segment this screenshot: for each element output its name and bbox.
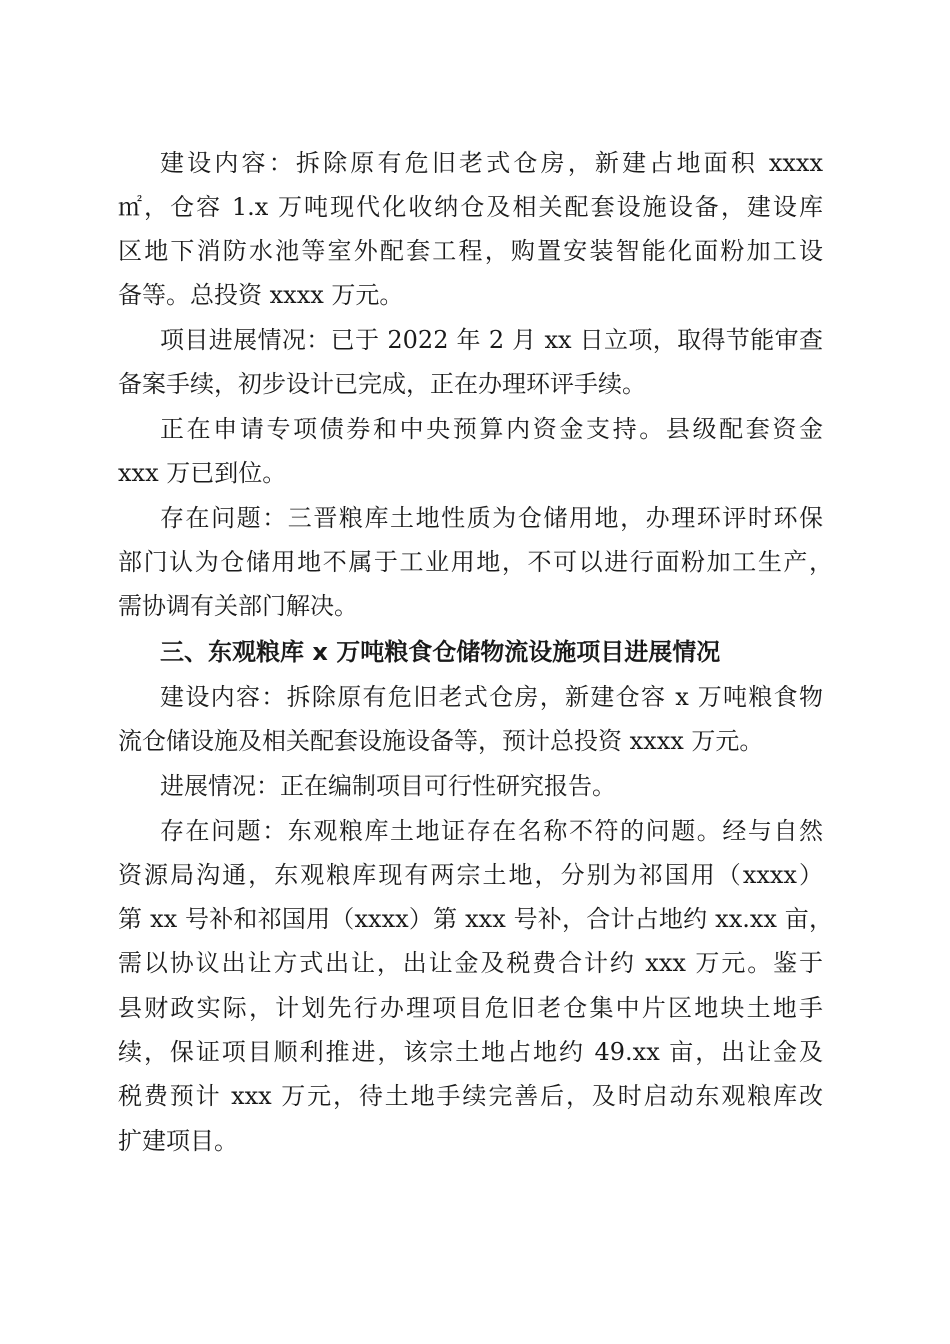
paragraph-6-line-1: 进展情况：正在编制项目可行性研究报告。 (160, 772, 616, 800)
paragraph-2-line-2: 备案手续，初步设计已完成，正在办理环评手续。 (118, 370, 646, 398)
paragraph-4-line-1: 存在问题：三晋粮库土地性质为仓储用地，办理环评时环保 (160, 504, 823, 532)
paragraph-7-line-5: 县财政实际，计划先行办理项目危旧老仓集中片区地块土地手 (118, 994, 823, 1022)
paragraph-1-line-4: 备等。总投资 xxxx 万元。 (118, 281, 404, 309)
paragraph-3-line-2: xxx 万已到位。 (118, 459, 287, 487)
paragraph-1-line-1: 建设内容：拆除原有危旧老式仓房，新建占地面积 xxxx (160, 149, 823, 177)
paragraph-7-line-1: 存在问题：东观粮库土地证存在名称不符的问题。经与自然 (160, 817, 823, 845)
paragraph-7-line-7: 税费预计 xxx 万元，待土地手续完善后，及时启动东观粮库改 (118, 1082, 823, 1110)
paragraph-7-line-6: 续，保证项目顺利推进，该宗土地占地约 49.xx 亩，出让金及 (118, 1038, 823, 1066)
paragraph-7-line-8: 扩建项目。 (118, 1127, 238, 1155)
paragraph-3-line-1: 正在申请专项债券和中央预算内资金支持。县级配套资金 (160, 415, 823, 443)
paragraph-7-line-2: 资源局沟通，东观粮库现有两宗土地，分别为祁国用（xxxx） (118, 861, 823, 889)
paragraph-7-line-3: 第 xx 号补和祁国用（xxxx）第 xxx 号补，合计占地约 xx.xx 亩， (118, 905, 833, 933)
section-heading-3: 三、东观粮库 x 万吨粮食仓储物流设施项目进展情况 (160, 638, 721, 666)
paragraph-7-line-4: 需以协议出让方式出让，出让金及税费合计约 xxx 万元。鉴于 (118, 949, 823, 977)
paragraph-1-line-2: ㎡，仓容 1.x 万吨现代化收纳仓及相关配套设施设备，建设库 (118, 193, 823, 221)
paragraph-4-line-3: 需协调有关部门解决。 (118, 592, 358, 620)
paragraph-4-line-2: 部门认为仓储用地不属于工业用地，不可以进行面粉加工生产， (118, 548, 833, 576)
paragraph-2-line-1: 项目进展情况：已于 2022 年 2 月 xx 日立项，取得节能审查 (160, 326, 823, 354)
paragraph-1-line-3: 区地下消防水池等室外配套工程，购置安装智能化面粉加工设 (118, 237, 823, 265)
paragraph-5-line-2: 流仓储设施及相关配套设施设备等，预计总投资 xxxx 万元。 (118, 727, 764, 755)
paragraph-5-line-1: 建设内容：拆除原有危旧老式仓房，新建仓容 x 万吨粮食物 (160, 683, 823, 711)
